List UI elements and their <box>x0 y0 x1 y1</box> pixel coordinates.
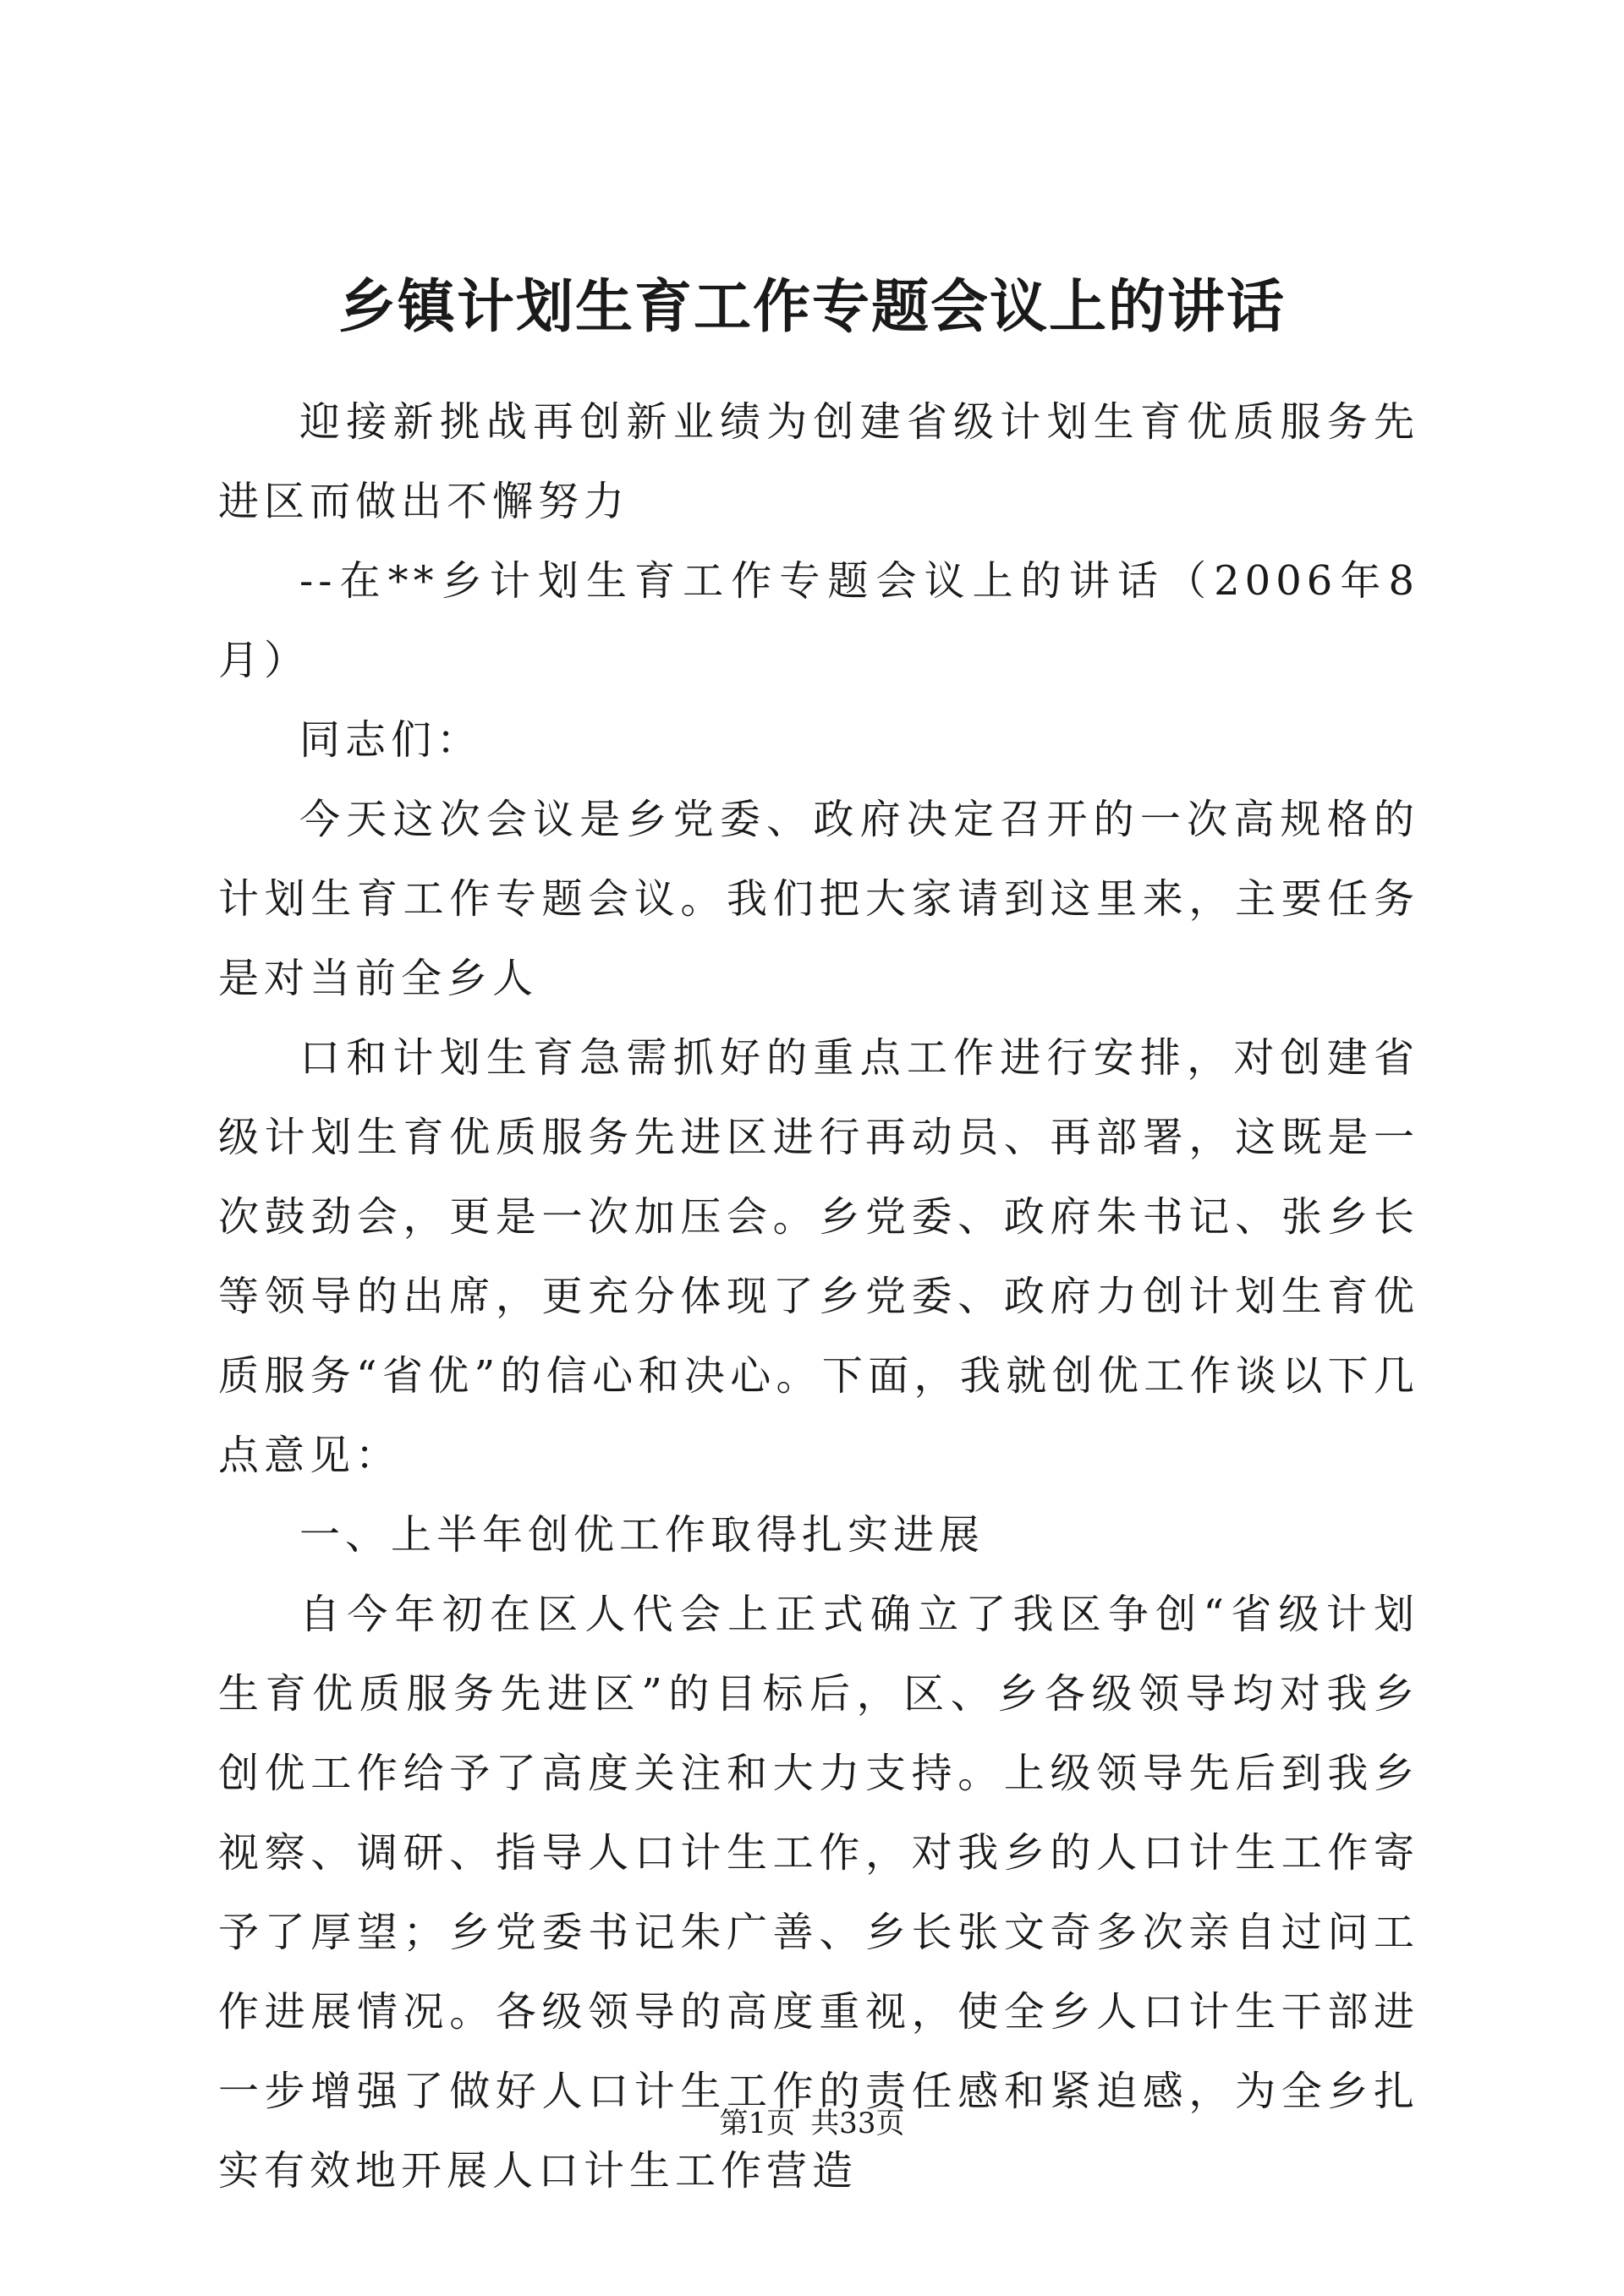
paragraph-salutation: 同志们： <box>299 716 483 764</box>
paragraph-intro-continued: 口和计划生育急需抓好的重点工作进行安排，对创建省级计划生育优质服务先进区进行再动员、再部署，这既是一次鼓劲会，更是一次加压会。乡党委、政府朱书记、张乡长等领导的出席，更充分体现了乡党委、政府力创计划生育优质服务“省优”的信心和决心。下面，我就创优工作谈以下几点意见： <box>218 1034 1419 1479</box>
paragraph-intro: 今天这次会议是乡党委、政府决定召开的一次高规格的计划生育工作专题会议。我们把大家请到这里来，主要任务是对当前全乡人 <box>218 796 1419 1002</box>
page-footer <box>0 2102 1624 2145</box>
page-title: 乡镇计划生育工作专题会议上的讲话 <box>337 273 1286 341</box>
section-heading-1: 一、上半年创优工作取得扎实进展 <box>299 1511 985 1559</box>
page-total: 共33页 <box>810 2107 905 2140</box>
paragraph-section-1: 自今年初在区人代会上正式确立了我区争创“省级计划生育优质服务先进区”的目标后，区、乡各级领导均对我乡创优工作给予了高度关注和大力支持。上级领导先后到我乡视察、调研、指导人口计生工作，对我乡的人口计生工作寄予了厚望；乡党委书记朱广善、乡长张文奇多次亲自过问工作进展情况。各级领导的高度重视，使全乡人口计生干部进一步增强了做好人口计生工作的责任感和紧迫感，为全乡扎实有效地开展人口计生工作营造 <box>218 1591 1419 2195</box>
page-number: 第1页 <box>719 2107 796 2140</box>
paragraph-speech-info: --在**乡计划生育工作专题会议上的讲话（2006年8月） <box>218 557 1419 684</box>
paragraph-subtitle: 迎接新挑战再创新业绩为创建省级计划生育优质服务先进区而做出不懈努力 <box>218 398 1419 525</box>
document-body <box>218 382 1419 2211</box>
